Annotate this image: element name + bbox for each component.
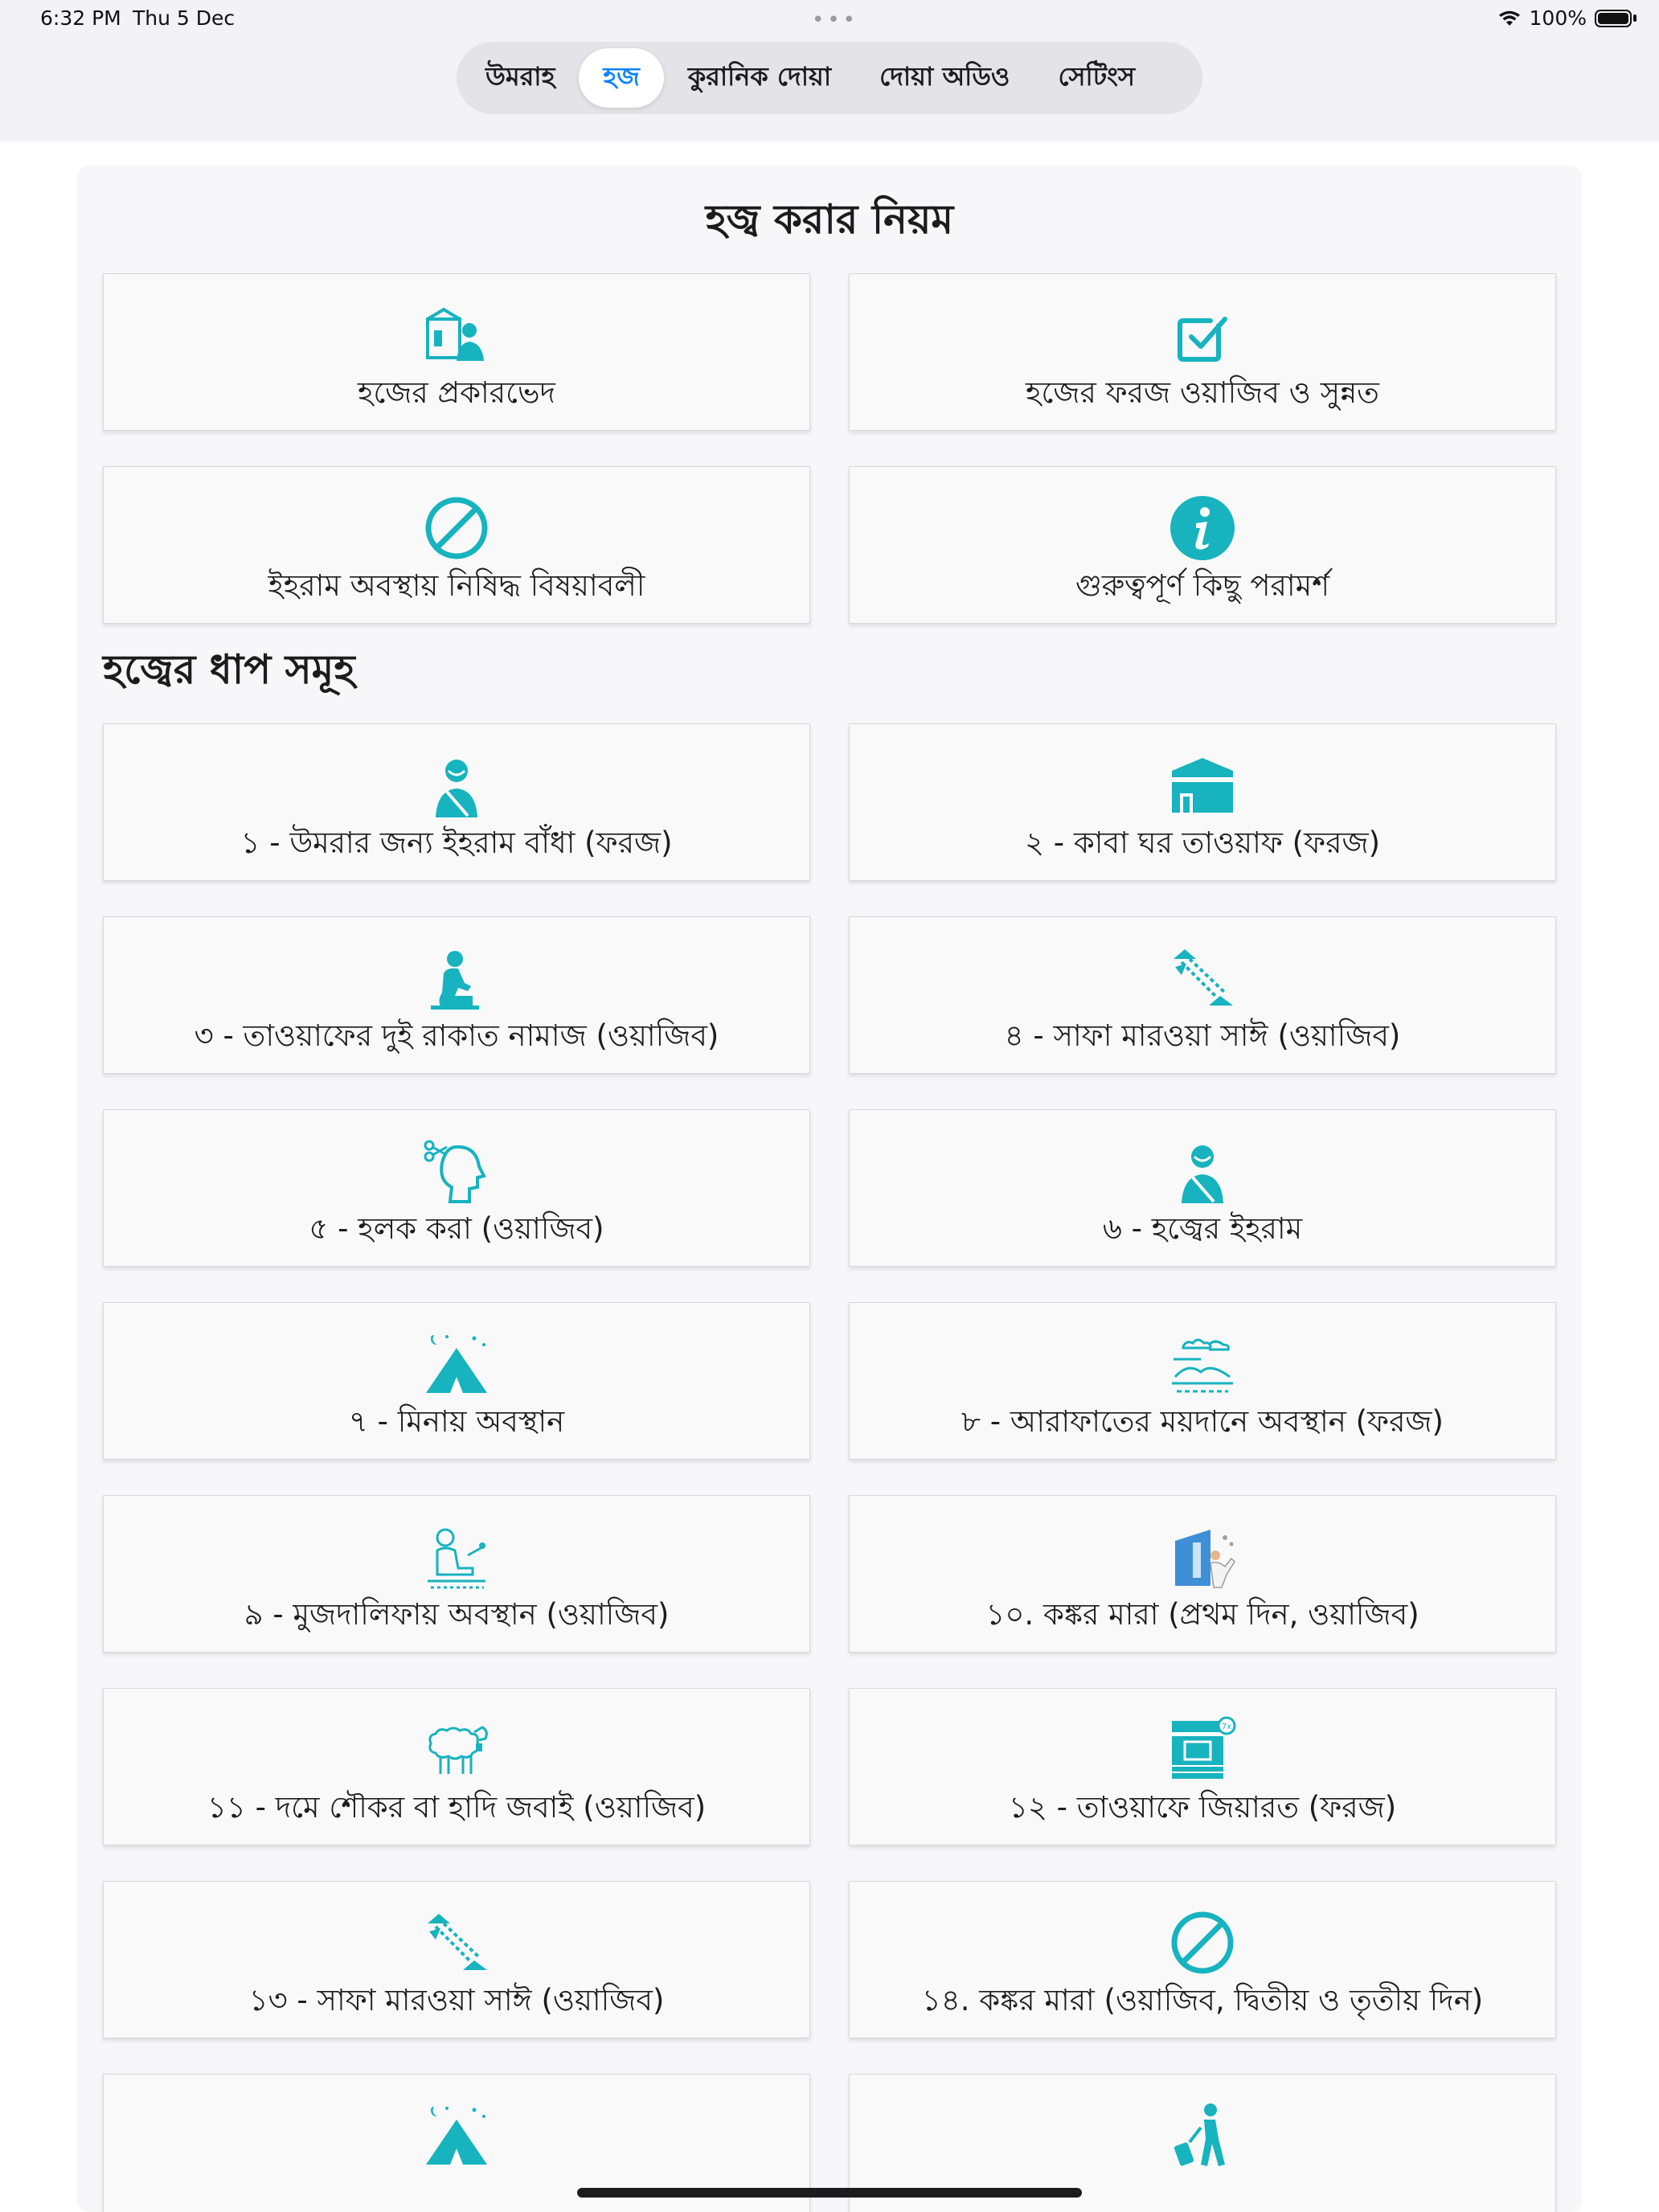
step-card-11[interactable] [103, 1688, 810, 1845]
card-ihram-prohibitions[interactable] [103, 466, 810, 624]
page-title: হজ্ব করার নিয়ম [705, 196, 954, 243]
ihram-person-icon [423, 752, 490, 819]
kaaba-icon [1169, 752, 1236, 819]
step-card-13[interactable] [103, 1881, 810, 2038]
ihram-person-icon [1169, 1137, 1236, 1205]
card-label: ৫ - হলক করা (ওয়াজিব) [309, 1211, 604, 1246]
kaaba-tawaf-icon [1169, 1716, 1236, 1784]
arafat-icon [1169, 1330, 1236, 1398]
card-label: হজের প্রকারভেদ [358, 375, 555, 410]
card-label: ২ - কাবা ঘর তাওয়াফ (ফরজ) [1024, 825, 1380, 860]
step-card-4[interactable] [849, 916, 1556, 1074]
info-icon [1169, 494, 1236, 562]
card-label: ৮ - আরাফাতের ময়দানে অবস্থান (ফরজ) [961, 1404, 1444, 1439]
step-card-2[interactable] [849, 723, 1556, 881]
step-card-14[interactable] [849, 1881, 1556, 2038]
card-hajj-types[interactable] [103, 273, 810, 431]
tab-dua-audio[interactable]: দোয়া অডিও [879, 61, 1010, 92]
wifi-icon [1497, 10, 1522, 27]
home-indicator[interactable] [577, 2188, 1082, 2198]
prohibited-icon [423, 494, 490, 562]
step-card-9[interactable] [103, 1495, 810, 1653]
prohibited-icon [1169, 1909, 1236, 1976]
card-label: ৭ - মিনায় অবস্থান [348, 1404, 565, 1439]
prayer-icon [423, 944, 490, 1012]
tab-bar [457, 42, 1202, 114]
card-label: ইহরাম অবস্থায় নিষিদ্ধ বিষয়াবলী [268, 568, 645, 603]
traveler-icon [1169, 2102, 1236, 2169]
safa-marwa-icon [1169, 944, 1236, 1012]
card-label: ১৩ - সাফা মারওয়া সাঈ (ওয়াজিব) [248, 1983, 665, 2017]
tent-icon [423, 1330, 490, 1398]
card-fard-wajib-sunnah[interactable] [849, 273, 1556, 431]
card-label: হজের ফরজ ওয়াজিব ও সুন্নত [1026, 375, 1379, 410]
step-card-6[interactable] [849, 1109, 1556, 1267]
sheep-icon [423, 1716, 490, 1784]
step-card-10[interactable] [849, 1495, 1556, 1653]
step-card-7[interactable] [103, 1302, 810, 1460]
tab-quranic-dua[interactable]: কুরানিক দোয়া [687, 61, 832, 92]
card-label: ১২ - তাওয়াফে জিয়ারত (ফরজ) [1008, 1790, 1397, 1825]
card-label: ৩ - তাওয়াফের দুই রাকাত নামাজ (ওয়াজিব) [194, 1018, 719, 1053]
safa-marwa-icon [423, 1909, 490, 1976]
tent-icon [423, 2102, 490, 2169]
tab-settings[interactable]: সেটিংস [1058, 61, 1136, 92]
battery-cap [1633, 14, 1636, 22]
step-card-12[interactable] [849, 1688, 1556, 1845]
content-panel [77, 166, 1582, 2212]
card-label: ৪ - সাফা মারওয়া সাঈ (ওয়াজিব) [1004, 1018, 1401, 1053]
muzdalifah-icon [423, 1523, 490, 1591]
svg-text:7x: 7x [1221, 1722, 1232, 1731]
top-bar [0, 0, 1659, 141]
status-time: 6:32 PM [40, 6, 121, 30]
card-label: ১০. কঙ্কর মারা (প্রথম দিন, ওয়াজিব) [985, 1597, 1419, 1632]
battery-percent: 100% [1529, 6, 1587, 30]
haircut-icon [423, 1137, 490, 1205]
battery-icon [1595, 10, 1632, 27]
card-label: ৬ - হজ্বের ইহরাম [1102, 1211, 1303, 1246]
step-card-3[interactable] [103, 916, 810, 1074]
step-card-5[interactable] [103, 1109, 810, 1267]
stoning-icon [1169, 1523, 1236, 1591]
kaaba-pilgrim-icon [423, 301, 490, 369]
status-indicators [1497, 6, 1636, 30]
card-important-advice[interactable] [849, 466, 1556, 624]
steps-section-title: হজ্বের ধাপ সমূহ [103, 646, 355, 693]
card-label: ১ - উমরার জন্য ইহরাম বাঁধা (ফরজ) [240, 825, 673, 860]
step-card-1[interactable] [103, 723, 810, 881]
step-card-8[interactable] [849, 1302, 1556, 1460]
tab-hajj[interactable]: হজ [579, 48, 663, 108]
multitasking-dots-icon[interactable]: ••• [812, 8, 859, 32]
status-date: Thu 5 Dec [133, 6, 236, 30]
card-label: ১৪. কঙ্কর মারা (ওয়াজিব, দ্বিতীয় ও তৃতীয় দিন) [921, 1983, 1484, 2017]
card-label: গুরুত্বপূর্ণ কিছু পরামর্শ [1075, 568, 1330, 603]
card-label: ৯ - মুজদালিফায় অবস্থান (ওয়াজিব) [244, 1597, 670, 1632]
tab-umrah[interactable]: উমরাহ [485, 61, 555, 92]
card-label: ১১ - দমে শৌকর বা হাদি জবাই (ওয়াজিব) [207, 1790, 707, 1825]
checkbox-icon [1169, 301, 1236, 369]
